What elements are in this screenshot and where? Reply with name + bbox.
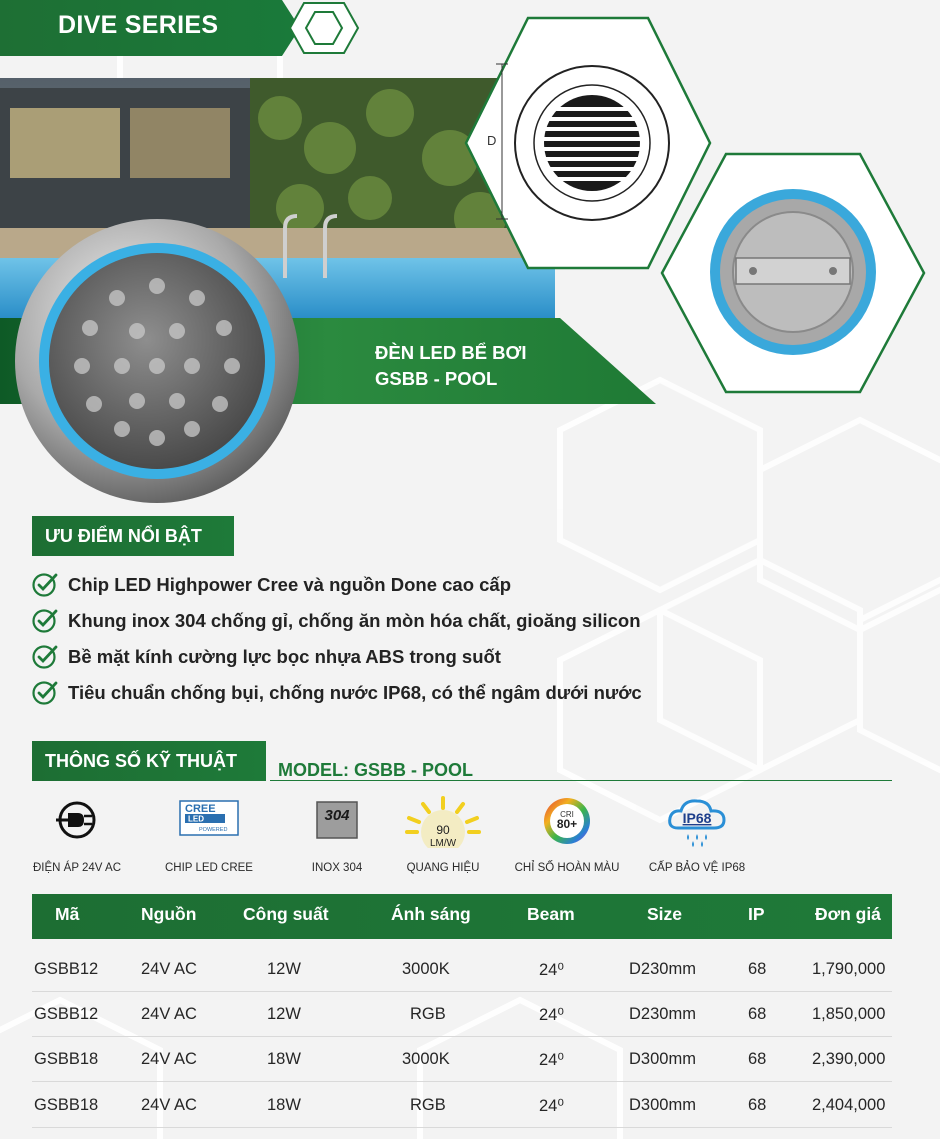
benefit-text: Tiêu chuẩn chống bụi, chống nước IP68, có thể ngâm dưới nước: [68, 682, 642, 703]
model-label: MODEL: GSBB - POOL: [278, 760, 473, 780]
diameter-label: D: [487, 133, 497, 148]
table-cell-code: GSBB18: [34, 1096, 99, 1114]
table-cell-size: D300mm: [629, 1096, 696, 1114]
efficacy-unit: LM/W: [429, 838, 457, 848]
table-cell-code: GSBB12: [34, 1005, 99, 1023]
table-cell-source: 24V AC: [141, 1050, 197, 1068]
col-header-source: Nguồn: [141, 904, 197, 924]
benefit-text: Chip LED Highpower Cree và nguồn Done cao cấp: [68, 574, 512, 595]
table-cell-beam: 24⁰: [539, 961, 564, 979]
hexagon-icon: [284, 0, 374, 56]
col-header-beam: Beam: [527, 904, 575, 924]
col-header-code: Mã: [55, 904, 80, 924]
ip68-badge: IP68: [682, 810, 712, 826]
table-cell-source: 24V AC: [141, 960, 197, 978]
power-plug-icon: [12, 800, 142, 840]
table-cell-price: 2,404,000: [812, 1096, 886, 1114]
series-title: DIVE SERIES: [58, 11, 219, 39]
product-title-line2: GSBB - POOL: [375, 368, 498, 389]
table-cell-source: 24V AC: [141, 1096, 197, 1114]
table-cell-power: 18W: [267, 1096, 301, 1114]
col-header-light: Ánh sáng: [391, 904, 471, 924]
pool-lamp-image: [12, 216, 302, 506]
table-cell-power: 18W: [267, 1050, 301, 1068]
spec-caption-cri: CHỈ SỐ HOÀN MÀU: [514, 862, 620, 874]
cri-label: CRI: [560, 810, 574, 819]
table-cell-code: GSBB12: [34, 960, 99, 978]
check-circle-icon: [32, 608, 58, 634]
benefit-item: [32, 680, 642, 706]
product-title: [375, 340, 526, 392]
cree-badge-top: CREE: [185, 803, 216, 815]
col-header-power: Công suất: [243, 904, 329, 924]
table-cell-ip: 68: [748, 1096, 767, 1114]
col-header-ip: IP: [748, 904, 765, 924]
cree-badge-bottom: POWERED: [199, 827, 228, 833]
table-cell-ip: 68: [748, 1005, 767, 1023]
table-cell-light: 3000K: [402, 1050, 450, 1068]
product-title-line1: ĐÈN LED BỂ BƠI: [375, 342, 527, 363]
table-cell-ip: 68: [748, 1050, 767, 1068]
table-cell-light: RGB: [410, 1096, 446, 1114]
table-cell-size: D300mm: [629, 1050, 696, 1068]
specs-heading: THÔNG SỐ KỸ THUẬT: [32, 741, 266, 781]
spec-caption-voltage: ĐIỆN ÁP 24V AC: [33, 862, 121, 874]
row-divider: [32, 991, 892, 992]
inox-badge: 304: [324, 807, 350, 824]
table-cell-beam: 24⁰: [539, 1006, 564, 1024]
table-cell-source: 24V AC: [141, 1005, 197, 1023]
cree-badge-mid: LED: [188, 814, 204, 824]
benefit-text: Bề mặt kính cường lực bọc nhựa ABS trong suốt: [68, 646, 501, 667]
table-cell-price: 2,390,000: [812, 1050, 886, 1068]
cri-value: 80+: [556, 817, 578, 831]
table-cell-size: D230mm: [629, 960, 696, 978]
model-underline: [270, 780, 892, 781]
ip68-cloud-icon: [632, 800, 762, 840]
sun-efficacy-icon: [378, 800, 508, 848]
table-cell-price: 1,850,000: [812, 1005, 886, 1023]
table-cell-light: 3000K: [402, 960, 450, 978]
benefits-heading: ƯU ĐIỂM NỔI BẬT: [32, 516, 234, 556]
spec-caption-efficacy: QUANG HIỆU: [406, 862, 480, 874]
benefit-text: Khung inox 304 chống gỉ, chống ăn mòn hóa chất, gioăng silicon: [68, 610, 641, 631]
spec-caption-chip: CHIP LED CREE: [165, 862, 253, 874]
table-cell-size: D230mm: [629, 1005, 696, 1023]
benefit-item: [32, 608, 641, 634]
table-cell-power: 12W: [267, 960, 301, 978]
cree-led-logo: [144, 800, 274, 840]
col-header-price: Đơn giá: [815, 904, 881, 924]
benefit-item: [32, 572, 511, 598]
table-cell-ip: 68: [748, 960, 767, 978]
benefit-item: [32, 644, 501, 670]
table-cell-beam: 24⁰: [539, 1097, 564, 1115]
check-circle-icon: [32, 572, 58, 598]
table-cell-price: 1,790,000: [812, 960, 886, 978]
table-cell-light: RGB: [410, 1005, 446, 1023]
table-cell-code: GSBB18: [34, 1050, 99, 1068]
row-divider: [32, 1036, 892, 1037]
back-view-photo: [658, 150, 928, 396]
row-divider: [32, 1127, 892, 1128]
table-cell-beam: 24⁰: [539, 1051, 564, 1069]
efficacy-value: 90: [436, 823, 450, 837]
cri-wheel-icon: [502, 800, 632, 840]
col-header-size: Size: [647, 904, 683, 924]
check-circle-icon: [32, 644, 58, 670]
row-divider: [32, 1081, 892, 1082]
table-cell-power: 12W: [267, 1005, 301, 1023]
spec-caption-inox: INOX 304: [311, 862, 363, 874]
spec-caption-ip: CẤP BẢO VỆ IP68: [648, 862, 746, 874]
check-circle-icon: [32, 680, 58, 706]
